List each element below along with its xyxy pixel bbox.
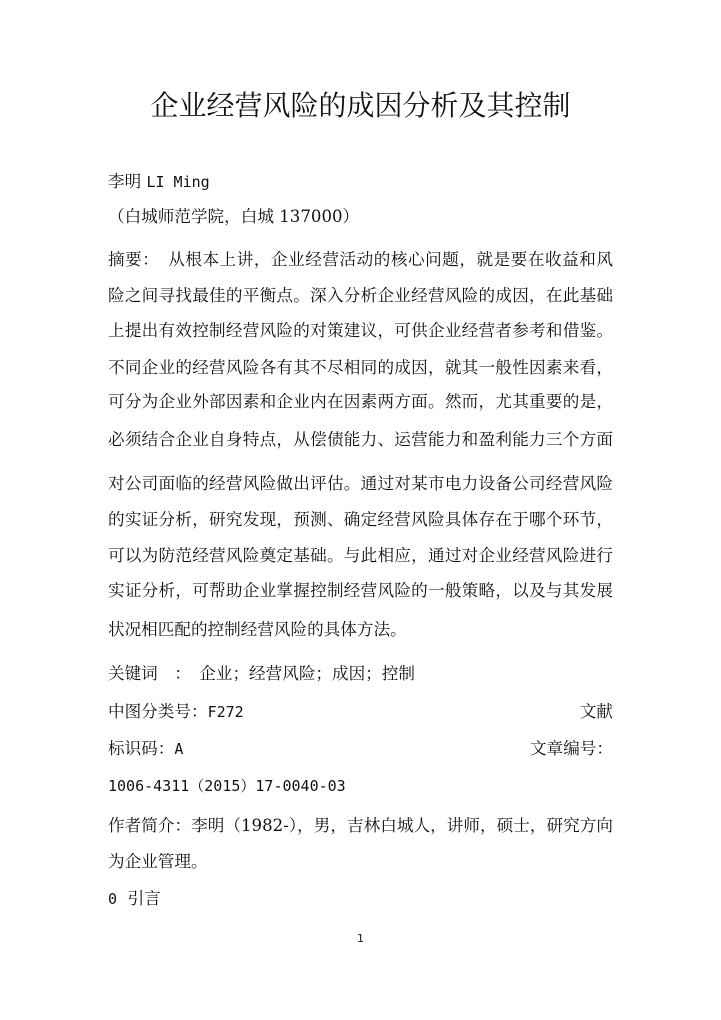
abstract-text: 从根本上讲，企业经营活动的核心问题，就是要在收益和风	[168, 250, 614, 269]
abstract-line-2: 险之间寻找最佳的平衡点。深入分析企业经营风险的成因，在此基础	[108, 286, 613, 305]
page-title: 企业经营风险的成因分析及其控制	[150, 89, 571, 122]
abstract-line-8: 的实证分析，研究发现，预测、确定经营风险具体存在于哪个环节，	[108, 510, 613, 529]
page-number: 1	[357, 932, 364, 945]
doc-code-value: A	[174, 740, 184, 758]
section-number: 0	[108, 890, 118, 908]
abstract-line-10: 实证分析，可帮助企业掌握控制经营风险的一般策略，以及与其发展	[108, 581, 613, 600]
article-no-label: 文章编号：	[530, 739, 613, 758]
clc-label: 中图分类号：	[108, 702, 208, 721]
author-line	[108, 170, 613, 194]
abstract-line-9: 可以为防范经营风险奠定基础。与此相应，通过对企业经营风险进行	[108, 546, 613, 565]
clc-value: F272	[207, 703, 244, 721]
author-name-en: LI Ming	[146, 173, 210, 191]
abstract-label: 摘要：	[108, 250, 152, 269]
article-no-value: 1006-4311（2015）17-0040-03	[108, 777, 346, 795]
keywords-value: 企业；经营风险；成因；控制	[199, 664, 415, 683]
author-bio-line-1: 作者简介：李明（1982-），男，吉林白城人，讲师，硕士，研究方向	[108, 816, 613, 835]
doc-code-line	[108, 737, 613, 761]
abstract-line-6: 必须结合企业自身特点，从偿债能力、运营能力和盈利能力三个方面	[108, 430, 613, 449]
abstract-line-7: 对公司面临的经营风险做出评估。通过对某市电力设备公司经营风险	[108, 474, 613, 493]
abstract-line-11: 状况相匹配的控制经营风险的具体方法。	[108, 620, 407, 639]
abstract-line-3: 上提出有效控制经营风险的对策建议，可供企业经营者参考和借鉴。	[108, 321, 613, 340]
doc-code-label-part1: 文献	[579, 702, 613, 721]
clc-line	[108, 700, 613, 724]
abstract-line-4: 不同企业的经营风险各有其不尽相同的成因，就其一般性因素来看，	[108, 358, 613, 377]
keywords-label: 关键词 ：	[108, 664, 183, 683]
doc-code-label-part2: 标识码：	[108, 739, 175, 758]
abstract-line-5: 可分为企业外部因素和企业内在因素两方面。然而，尤其重要的是，	[108, 392, 613, 411]
section-heading	[108, 887, 613, 911]
abstract-line-1	[108, 248, 613, 272]
author-bio-line-2: 为企业管理。	[108, 852, 208, 871]
affiliation: （白城师范学院，白城 137000）	[108, 207, 360, 226]
author-name-cn: 李明	[108, 172, 142, 191]
section-title: 引言	[127, 889, 161, 908]
keywords	[108, 662, 613, 686]
